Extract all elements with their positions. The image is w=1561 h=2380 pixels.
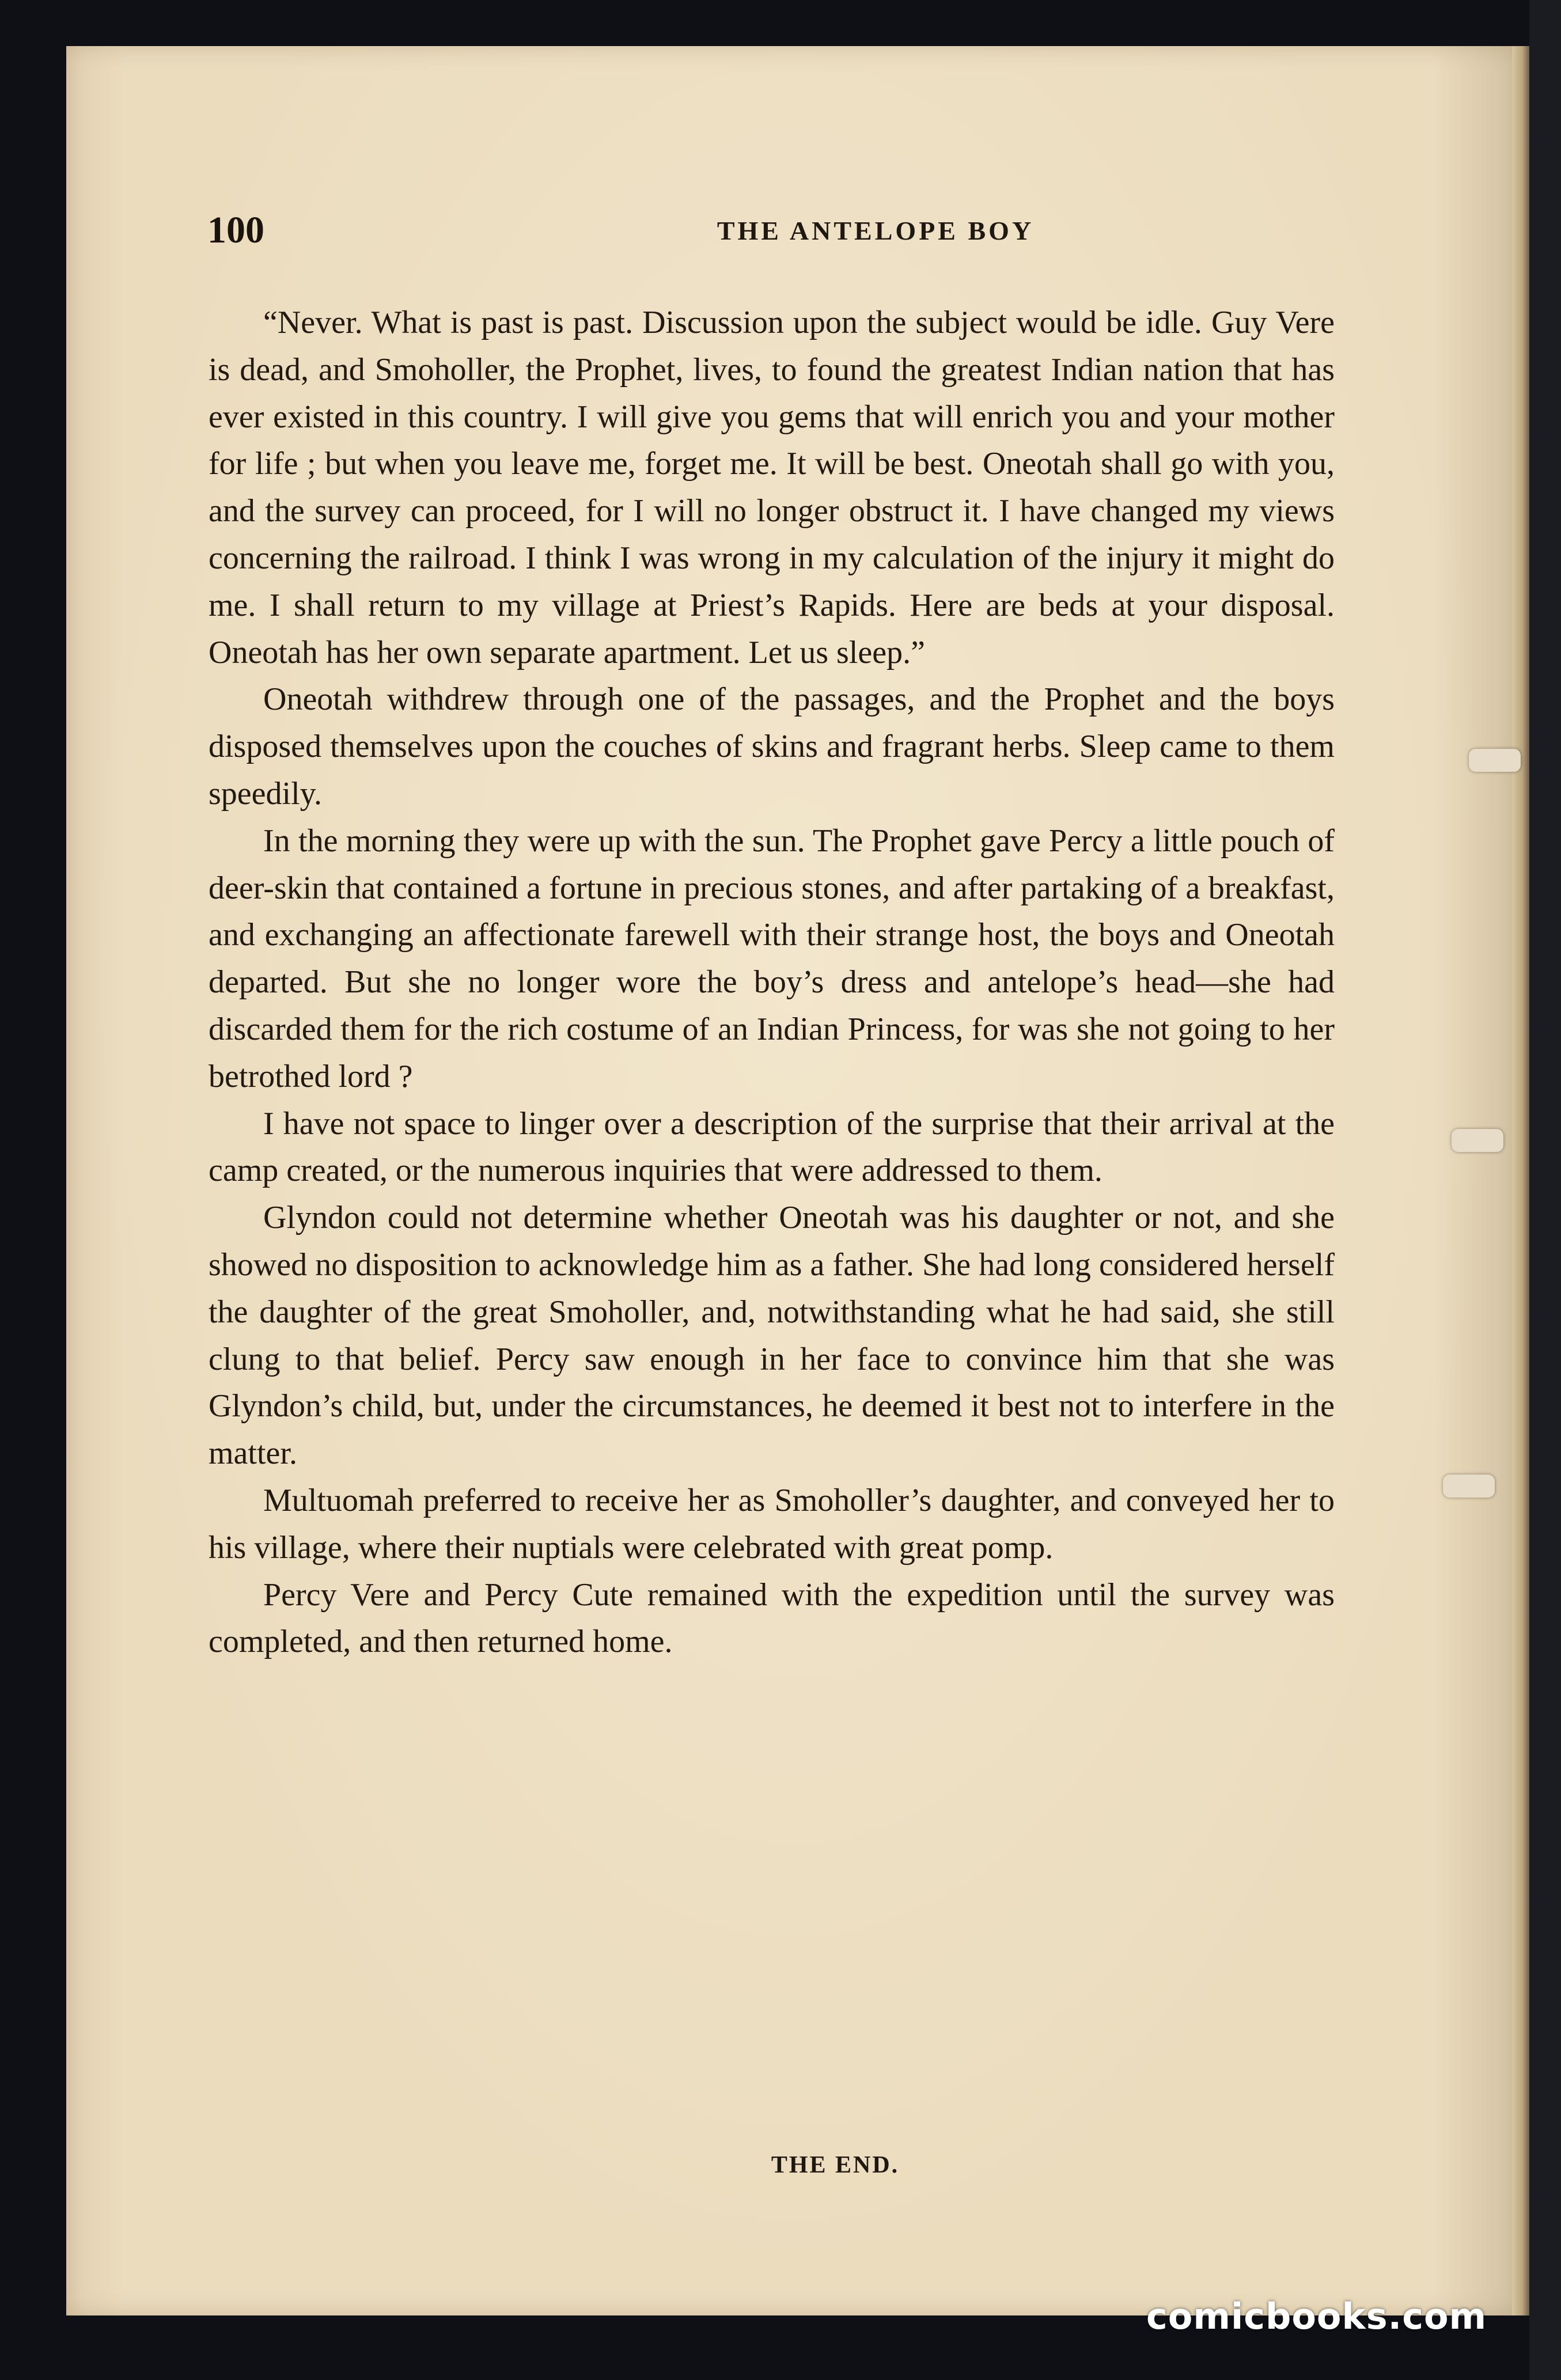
paragraph: I have not space to linger over a description of the surprise that their arrival at the camp created, or the numerous inquiries that were addressed to them. (209, 1105, 1335, 1189)
binding-stitch (1443, 1475, 1495, 1498)
body-text (209, 300, 1335, 1666)
binding-stitch (1452, 1129, 1503, 1152)
running-title: THE ANTELOPE BOY (717, 216, 1035, 245)
binding-stitch (1469, 749, 1521, 772)
page-gutter (1512, 46, 1529, 2315)
paragraph: Multuomah preferred to receive her as Smoholler’s daughter, and conveyed her to his village, where their nuptials were celebrated with great pomp. (209, 1482, 1335, 1566)
paragraph: In the morning they were up with the sun. The Prophet gave Percy a little pouch of deer-skin that contained a fortune in precious stones, and after partaking of a breakfast, and exchanging an affectionate farewell with their strange host, the boys and Oneotah departed. But she no longer wore the boy’s dress and antelope’s head—she had discarded them for the rich costume of an Indian Princess, for was she not going to her betrothed lord ? (209, 823, 1335, 1094)
paragraph: Percy Vere and Percy Cute remained with the expedition until the survey was completed, and then returned home. (209, 1576, 1335, 1660)
paragraph: Glyndon could not determine whether Oneotah was his daughter or not, and she showed no disposition to acknowledge him as a father. She had long considered herself the daughter of the great Smoholler, and, notwithstanding what he had said, she still clung to that belief. Percy saw enough in her face to convince him that she was Glyndon’s child, but, under the circumstances, he deemed it best not to interfere in the matter. (209, 1200, 1335, 1472)
page-number: 100 (207, 209, 264, 251)
paragraph: Oneotah withdrew through one of the passages, and the Prophet and the boys disposed themselves upon the couches of skins and fragrant herbs. Sleep came to them speedily. (209, 681, 1335, 812)
binding-edge (1529, 0, 1561, 2380)
site-watermark: comicbooks.com (1146, 2295, 1487, 2337)
the-end-label: THE END. (771, 2152, 900, 2178)
paragraph: “Never. What is past is past. Discussion upon the subject would be idle. Guy Vere is dead, and Smoholler, the Prophet, lives, to found the greatest Indian nation that has ever existed in this country. I will give you gems that will enrich you and your mother for life ; but when you leave me, forget me. It will be best. Oneotah shall go with you, and the survey can proceed, for I will no longer obstruct it. I have changed my views concerning the railroad. I think I was wrong in my calculation of the injury it might do me. I shall return to my village at Priest’s Rapids. Here are beds at your disposal. Oneotah has her own separate apartment. Let us sleep.” (209, 305, 1335, 670)
page-header (207, 209, 1359, 249)
